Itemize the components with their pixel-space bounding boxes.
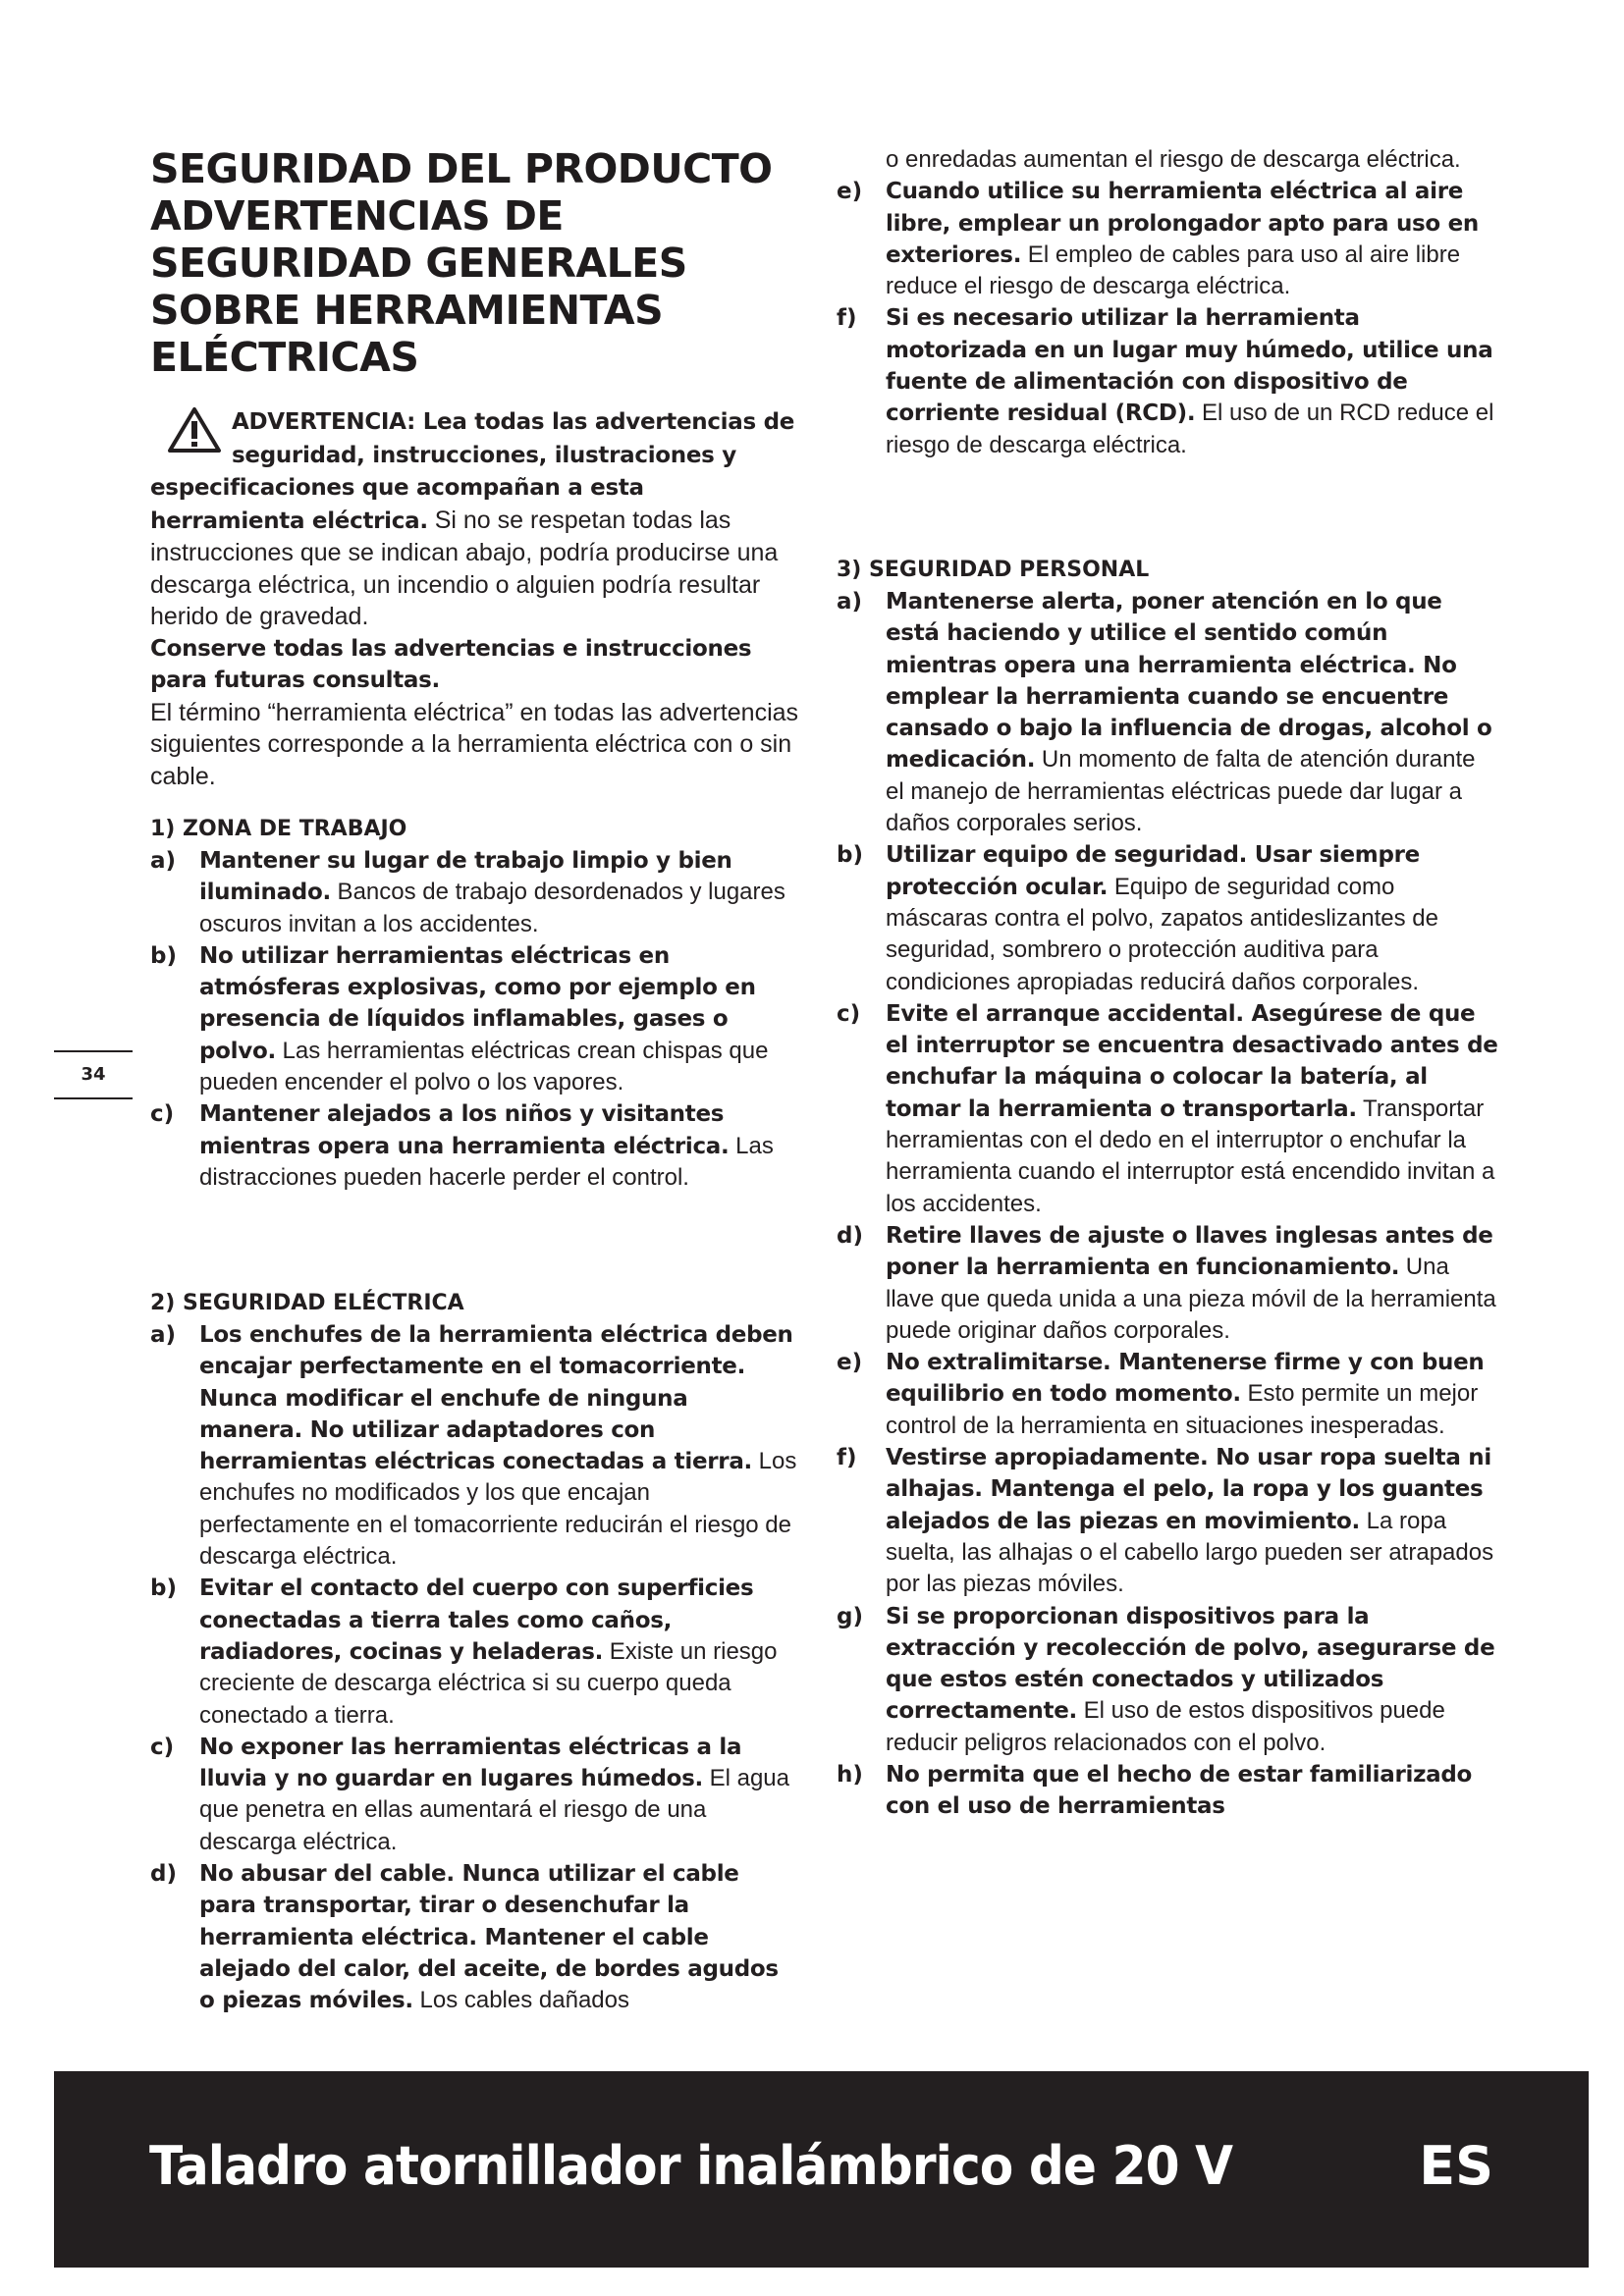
- list-item: a) Los enchufes de la herramienta eléctrica deben encajar perfectamente en el tomacorriente. Nunca modificar el enchufe de ninguna manera. No utilizar adaptadores con herramientas eléctricas conectadas a tierra. Los enchufes no modificados y los que encajan perfectamente en el tomacorriente reducirán el riesgo de descarga eléctrica.: [150, 1322, 797, 1571]
- list-item: h) No permita que el hecho de estar familiarizado con el uso de herramientas: [837, 1761, 1473, 1820]
- list-item: g) Si se proporcionan dispositivos para la extracción y recolección de polvo, asegurarse de que estos estén conectados y utilizados correctamente. El uso de estos dispositivos puede reducir peligros relacionados con el polvo.: [837, 1603, 1495, 1756]
- list-item: d) No abusar del cable. Nunca utilizar el cable para transportar, tirar o desenchufar la herramienta eléctrica. Mantener el cable alejado del calor, del aceite, de bordes agudos o piezas móviles. Los cables dañados: [150, 1861, 779, 2014]
- title-line: SEGURIDAD GENERALES: [150, 240, 687, 287]
- list-item: b) Evitar el contacto del cuerpo con superficies conectadas a tierra tales como caños, radiadores, cocinas y heladeras. Existe un riesgo creciente de descarga eléctrica si su cuerpo queda conectado a tierra.: [150, 1575, 778, 1729]
- section-heading: 1) ZONA DE TRABAJO: [150, 817, 407, 841]
- list-item: e) No extralimitarse. Mantenerse firme y con buen equilibrio en todo momento. Esto permite un mejor control de la herramienta en situaciones inesperadas.: [837, 1350, 1485, 1439]
- list-item: b) Utilizar equipo de seguridad. Usar siempre protección ocular. Equipo de seguridad como máscaras contra el polvo, zapatos antideslizantes de seguridad, sombrero o protección auditiva para condiciones apropiadas reducirá daños corporales.: [837, 842, 1438, 995]
- warning-bold: ADVERTENCIA: Lea todas las advertencias de seguridad, instrucciones, ilustraciones y especificaciones que acompañan a esta herramienta eléctrica.: [150, 409, 795, 534]
- divider: [54, 1050, 133, 1052]
- list-item: b) No utilizar herramientas eléctricas en atmósferas explosivas, como por ejemplo en presencia de líquidos inflamables, gases o polvo. Las herramientas eléctricas crean chispas que pueden encender el polvo o los vapores.: [150, 942, 769, 1096]
- section-electrical-continued: [837, 144, 1499, 461]
- list-item: e) Cuando utilice su herramienta eléctrica al aire libre, emplear un prolongador apto para uso en exteriores. El empleo de cables para uso al aire libre reduce el riesgo de descarga eléctrica.: [837, 179, 1480, 300]
- section-personal: [837, 555, 1499, 1823]
- list-item: f) Vestirse apropiadamente. No usar ropa suelta ni alhajas. Mantenga el pelo, la ropa y los guantes alejados de las piezas en movimiento. La ropa suelta, las alhajas o el cabello largo pueden ser atrapados por las piezas móviles.: [837, 1445, 1494, 1598]
- section-work-area: [150, 814, 798, 1194]
- list-item: d) Retire llaves de ajuste o llaves inglesas antes de poner la herramienta en funcionamiento. Una llave que queda unida a una pieza móvil de la herramienta puede originar daños corporales.: [837, 1222, 1496, 1344]
- footer-title: Taladro atornillador inalámbrico de 20 V: [149, 2135, 1233, 2197]
- divider: [54, 1097, 133, 1099]
- title-line: SEGURIDAD DEL PRODUCTO: [150, 145, 773, 192]
- list-item: a) Mantener su lugar de trabajo limpio y bien iluminado. Bancos de trabajo desordenados y lugares oscuros invitan a los accidentes.: [150, 848, 785, 937]
- list-item: c) Evite el arranque accidental. Asegúrese de que el interruptor se encuentra desactivado antes de enchufar la máquina o colocar la batería, al tomar la herramienta o transportarla. Transportar herramientas con el dedo en el interruptor o enchufar la herramienta cuando el interruptor está encendido invitan a los accidentes.: [837, 1000, 1498, 1217]
- footer-bar: [54, 2071, 1589, 2268]
- title-line: SOBRE HERRAMIENTAS: [150, 287, 664, 334]
- list-item: c) Mantener alejados a los niños y visitantes mientras opera una herramienta eléctrica. Las distracciones pueden hacerle perder el control.: [150, 1101, 774, 1191]
- title-line: ADVERTENCIAS DE: [150, 192, 564, 240]
- page-number-value: 34: [81, 1064, 106, 1085]
- continuation-text: o enredadas aumentan el riesgo de descarga eléctrica.: [886, 146, 1461, 173]
- page-number: [54, 1050, 133, 1099]
- section-heading: 3) SEGURIDAD PERSONAL: [837, 558, 1150, 582]
- term-definition: El término “herramienta eléctrica” en todas las advertencias siguientes corresponde a la herramienta eléctrica con o sin cable.: [150, 698, 799, 790]
- title-line: ELÉCTRICAS: [150, 334, 419, 381]
- list-item: c) No exponer las herramientas eléctricas a la lluvia y no guardar en lugares húmedos. El agua que penetra en ellas aumentará el riesgo de una descarga eléctrica.: [150, 1734, 790, 1855]
- list-item: f) Si es necesario utilizar la herramienta motorizada en un lugar muy húmedo, utilice una fuente de alimentación con dispositivo de corriente residual (RCD). El uso de un RCD reduce el riesgo de descarga eléctrica.: [837, 305, 1494, 458]
- section-electrical: [150, 1288, 798, 2017]
- keep-instructions: Conserve todas las advertencias e instrucciones para futuras consultas.: [150, 635, 752, 693]
- language-code: ES: [1419, 2135, 1493, 2197]
- list-item: a) Mantenerse alerta, poner atención en lo que está haciendo y utilice el sentido común mientras opera una herramienta eléctrica. No emplear la herramienta cuando se encuentre cansado o bajo la influencia de drogas, alcohol o medicación. Un momento de falta de atención durante el manejo de herramientas eléctricas puede dar lugar a daños corporales serios.: [837, 589, 1492, 837]
- warning-normal: Si no se respetan todas las instrucciones que se indican abajo, podría producirse una descarga eléctrica, un incendio o alguien podría resultar herido de gravedad.: [150, 506, 779, 630]
- section-heading: 2) SEGURIDAD ELÉCTRICA: [150, 1291, 464, 1315]
